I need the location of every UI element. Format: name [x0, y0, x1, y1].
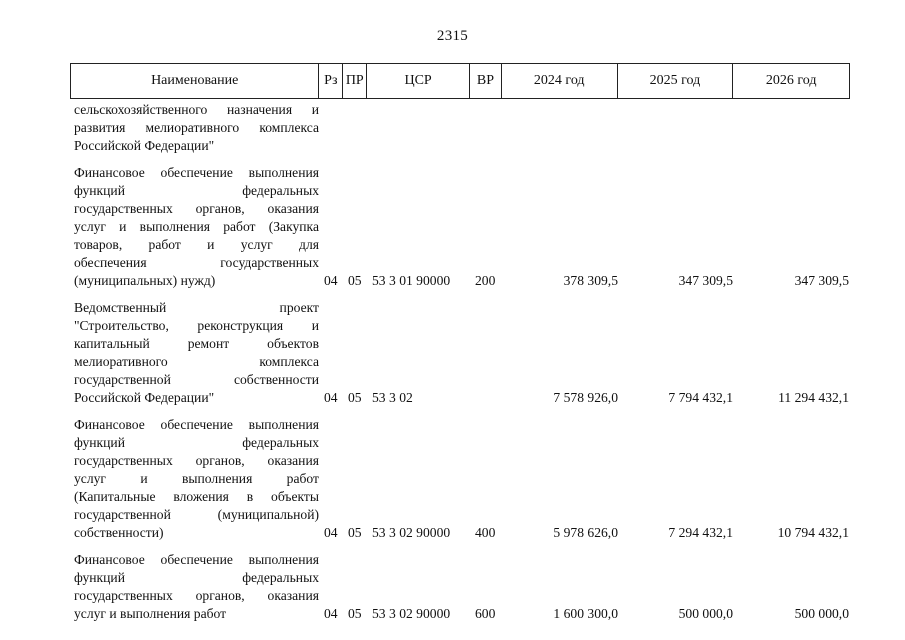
row-name-line: развития мелиоративного комплекса: [74, 120, 319, 135]
row-name-line: мелиоративного комплекса: [74, 354, 319, 369]
row-name-line: функций федеральных: [74, 435, 319, 450]
page-number: 2315: [436, 28, 469, 44]
row-vr: 200: [475, 273, 496, 288]
row-name-line: "Строительство, реконструкция и: [74, 318, 319, 333]
row-csr: 53 3 02: [372, 390, 413, 405]
table-row: [0, 101, 905, 155]
row-value-2026: 500 000,0: [794, 606, 849, 621]
row-name: [74, 101, 319, 155]
row-name-line: функций федеральных: [74, 570, 319, 585]
row-name-line: Ведомственный проект: [74, 300, 319, 315]
row-pr: 05: [348, 273, 362, 288]
row-pr: 05: [348, 390, 362, 405]
table-row: [0, 164, 905, 290]
row-value-2024: 1 600 300,0: [553, 606, 618, 621]
row-name-line: государственных органов, оказания: [74, 453, 319, 468]
row-csr: 53 3 02 90000: [372, 606, 451, 621]
row-value-2025: 7 794 432,1: [668, 390, 733, 405]
row-name-line: капитальный ремонт объектов: [74, 336, 319, 351]
row-name: [74, 416, 319, 542]
row-value-2025: 500 000,0: [678, 606, 733, 621]
row-name-line: функций федеральных: [74, 183, 319, 198]
row-value-2026: 10 794 432,1: [777, 525, 849, 540]
row-value-2026: 347 309,5: [794, 273, 849, 288]
row-name-line: Российской Федерации": [74, 138, 215, 153]
column-header-name: Наименование: [71, 64, 319, 98]
row-value-2025: 347 309,5: [678, 273, 733, 288]
row-name-line: государственных органов, оказания: [74, 588, 319, 603]
row-rz: 04: [324, 390, 338, 405]
column-header-2025: 2025 год: [618, 64, 734, 98]
row-name-line: услуг и выполнения работ: [74, 471, 319, 486]
column-header-2026: 2026 год: [765, 73, 817, 88]
row-csr: 53 3 01 90000: [372, 273, 451, 288]
row-value-2025: 7 294 432,1: [668, 525, 733, 540]
row-name-line: услуг и выполнения работ (Закупка: [74, 219, 319, 234]
column-header-pr: ПР: [343, 64, 367, 98]
column-header-2024: 2024 год: [502, 64, 618, 98]
row-value-2026: 11 294 432,1: [778, 390, 849, 405]
column-header-csr: ЦСР: [367, 64, 470, 98]
row-name-line: Финансовое обеспечение выполнения: [74, 417, 319, 432]
row-vr: 400: [475, 525, 496, 540]
row-name: [74, 551, 319, 623]
row-name: [74, 164, 319, 290]
table-row: [0, 551, 905, 623]
row-name: [74, 299, 319, 407]
row-name-line: Финансовое обеспечение выполнения: [74, 552, 319, 567]
table-row: [0, 416, 905, 542]
row-name-line: государственной (муниципальной): [74, 507, 319, 522]
row-pr: 05: [348, 525, 362, 540]
row-name-line: государственных органов, оказания: [74, 201, 319, 216]
row-name-line: собственности): [74, 525, 164, 540]
row-csr: 53 3 02 90000: [372, 525, 451, 540]
row-pr: 05: [348, 606, 362, 621]
row-rz: 04: [324, 606, 338, 621]
row-name-line: (Капитальные вложения в объекты: [74, 489, 319, 504]
row-value-2024: 378 309,5: [563, 273, 618, 288]
row-name-line: услуг и выполнения работ: [74, 606, 227, 621]
row-name-line: обеспечения государственных: [74, 255, 319, 270]
row-vr: 600: [475, 606, 496, 621]
table-row: [0, 299, 905, 407]
row-name-line: сельскохозяйственного назначения и: [74, 102, 319, 117]
column-header-rz: Рз: [319, 64, 343, 98]
row-value-2024: 5 978 626,0: [553, 525, 618, 540]
row-name-line: Российской Федерации": [74, 390, 215, 405]
row-name-line: государственной собственности: [74, 372, 319, 387]
row-name-line: товаров, работ и услуг для: [74, 237, 319, 252]
column-header-vr: ВР: [470, 64, 502, 98]
table-header: [70, 63, 850, 99]
row-name-line: (муниципальных) нужд): [74, 273, 216, 288]
row-rz: 04: [324, 525, 338, 540]
row-value-2024: 7 578 926,0: [553, 390, 618, 405]
row-name-line: Финансовое обеспечение выполнения: [74, 165, 319, 180]
row-rz: 04: [324, 273, 338, 288]
